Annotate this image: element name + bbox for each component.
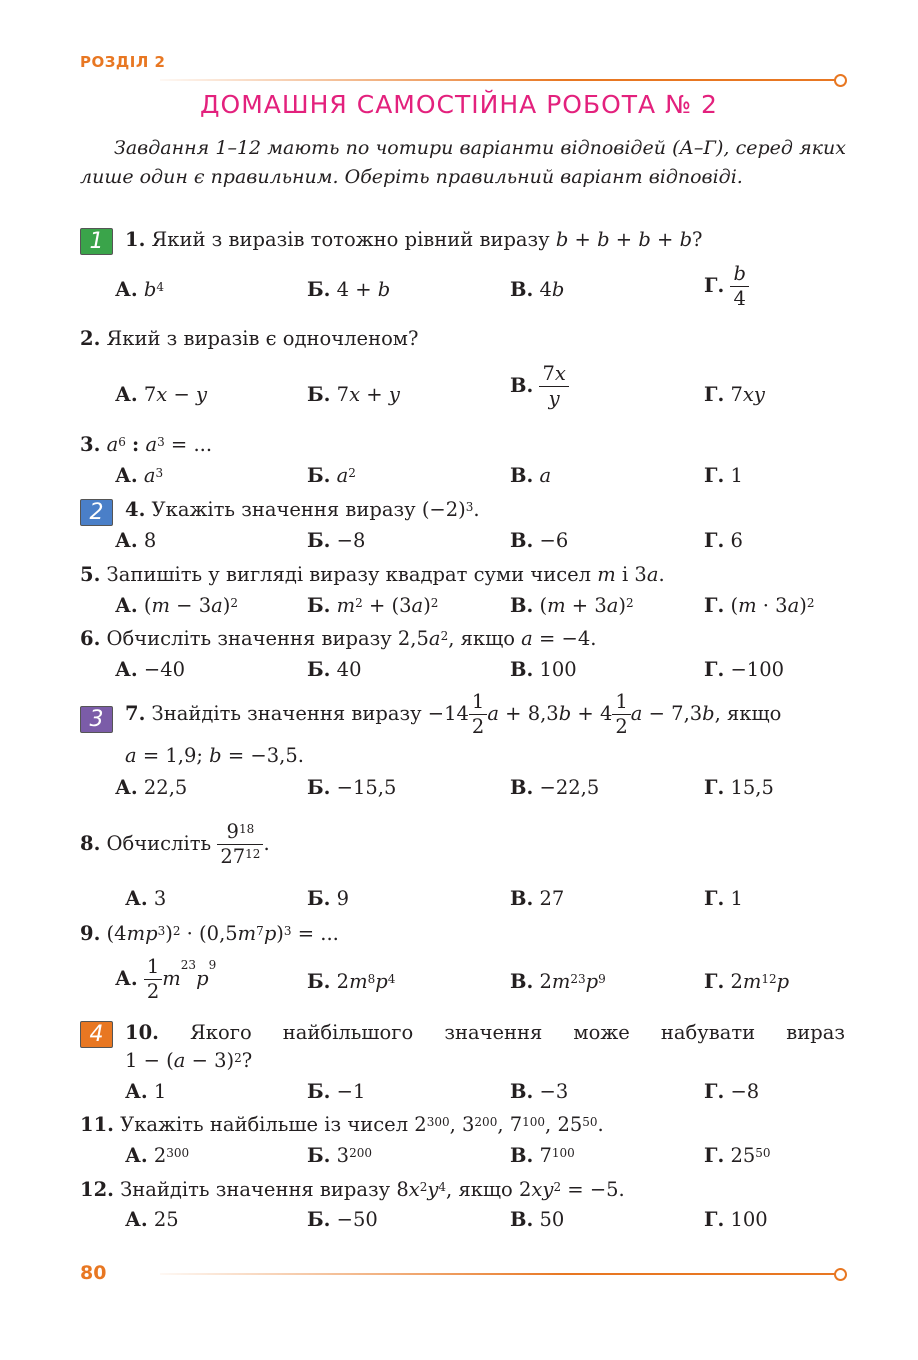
level-3-badge: 3 <box>80 706 113 733</box>
level-1-badge: 1 <box>80 228 113 255</box>
footer-rule <box>160 1273 836 1275</box>
answer-4-d: Г. 6 <box>704 529 743 552</box>
answer-8-a: А. 3 <box>125 887 167 910</box>
answer-7-c: В. −22,5 <box>510 776 600 799</box>
answer-12-b: Б. −50 <box>307 1208 378 1231</box>
answer-11-b: Б. $3^{200}$ <box>307 1144 372 1167</box>
answer-7-d: Г. 15,5 <box>704 776 774 799</box>
answer-6-a: А. −40 <box>115 658 186 681</box>
question-12: 12. Знайдіть значення виразу $8x^2y^4$, якщо $2xy^2 = -5$. <box>80 1178 625 1201</box>
question-1: 1. Який з виразів тотожно рівний виразу b + b + b + b? <box>125 228 703 251</box>
answer-6-c: В. 100 <box>510 658 577 681</box>
header-rule <box>160 79 836 81</box>
answer-12-d: Г. 100 <box>704 1208 768 1231</box>
question-7: 7. Знайдіть значення виразу −14 $\frac{1}{2}$ a + 8,3b + 4 $\frac{1}{2}$ a − 7,3b, якщо <box>125 690 782 738</box>
level-4-badge: 4 <box>80 1021 113 1048</box>
question-9: 9. $(4mp^3)^2 \cdot (0,5m^7p)^3$ = ... <box>80 922 339 945</box>
answer-12-c: В. 50 <box>510 1208 565 1231</box>
answer-3-a: А. $a^3$ <box>115 464 164 487</box>
answer-4-b: Б. −8 <box>307 529 366 552</box>
answer-5-b: Б. $m^2 + (3a)^2$ <box>307 594 439 617</box>
answer-10-a: А. 1 <box>125 1080 167 1103</box>
question-10: 10. Якого найбільшого значення може набувати вираз <box>125 1021 845 1044</box>
answer-11-c: В. $7^{100}$ <box>510 1144 575 1167</box>
answer-4-c: В. −6 <box>510 529 569 552</box>
question-11: 11. Укажіть найбільше із чисел $2^{300}$, $3^{200}$, $7^{100}$, $25^{50}$. <box>80 1113 604 1136</box>
question-2: 2. Який з виразів є одночленом? <box>80 327 419 350</box>
answer-2-d: Г. 7xy <box>704 383 765 406</box>
answer-6-b: Б. 40 <box>307 658 362 681</box>
section-label: РОЗДІЛ 2 <box>80 53 166 71</box>
answer-9-b: Б. $2m^8p^4$ <box>307 970 396 993</box>
footer-rule-circle <box>834 1268 847 1281</box>
answer-7-a: А. 22,5 <box>115 776 188 799</box>
answer-6-d: Г. −100 <box>704 658 785 681</box>
answer-1-a: А. $b^4$ <box>115 278 164 301</box>
answer-8-d: Г. 1 <box>704 887 743 910</box>
answer-5-c: В. $(m + 3a)^2$ <box>510 594 634 617</box>
answer-2-b: Б. 7x + y <box>307 383 400 406</box>
question-7-cont: a = 1,9; b = −3,5. <box>125 744 304 767</box>
answer-10-d: Г. −8 <box>704 1080 760 1103</box>
question-4: 4. Укажіть значення виразу $(-2)^3$. <box>125 498 480 521</box>
answer-10-b: Б. −1 <box>307 1080 366 1103</box>
answer-9-a: А. $\frac{1}{2}$ $m^{23}p^9$ <box>115 955 217 1003</box>
question-6: 6. Обчисліть значення виразу $2,5a^2$, якщо a = −4. <box>80 627 597 650</box>
answer-11-d: Г. $25^{50}$ <box>704 1144 771 1167</box>
answer-1-c: В. 4b <box>510 278 565 301</box>
question-3: 3. $a^6$ : $a^3$ = ... <box>80 433 213 456</box>
question-8: 8. Обчисліть $\frac{9^{18}}{27^{12}}$ . <box>80 820 270 868</box>
instructions: Завдання 1–12 мають по чотири варіанти відповідей (А–Г), серед яких лише один є правильним. Оберіть правильний варіант відповіді. <box>80 137 846 188</box>
answer-2-a: А. 7x − y <box>115 383 208 406</box>
answer-7-b: Б. −15,5 <box>307 776 397 799</box>
header-rule-circle <box>834 74 847 87</box>
answer-1-b: Б. 4 + b <box>307 278 391 301</box>
answer-8-b: Б. 9 <box>307 887 350 910</box>
answer-4-a: А. 8 <box>115 529 157 552</box>
answer-3-c: В. a <box>510 464 552 487</box>
answer-3-b: Б. $a^2$ <box>307 464 356 487</box>
answer-9-c: В. $2m^{23}p^9$ <box>510 970 606 993</box>
page-number: 80 <box>80 1262 107 1284</box>
answer-11-a: А. $2^{300}$ <box>125 1144 190 1167</box>
answer-10-c: В. −3 <box>510 1080 569 1103</box>
level-2-badge: 2 <box>80 499 113 526</box>
answer-5-d: Г. $(m \cdot 3a)^2$ <box>704 594 815 617</box>
answer-12-a: А. 25 <box>125 1208 179 1231</box>
page-title: ДОМАШНЯ САМОСТІЙНА РОБОТА № 2 <box>200 90 718 119</box>
answer-9-d: Г. $2m^{12}p$ <box>704 970 790 993</box>
question-10-cont: $1 - (a - 3)^2$? <box>125 1049 253 1072</box>
question-5: 5. Запишіть у вигляді виразу квадрат суми чисел m і 3a. <box>80 563 665 586</box>
answer-8-c: В. 27 <box>510 887 565 910</box>
answer-5-a: А. $(m - 3a)^2$ <box>115 594 239 617</box>
answer-1-d: Г. $\frac{b}{4}$ <box>704 262 749 311</box>
answer-2-c: В. $\frac{7x}{y}$ <box>510 362 569 411</box>
answer-3-d: Г. 1 <box>704 464 743 487</box>
